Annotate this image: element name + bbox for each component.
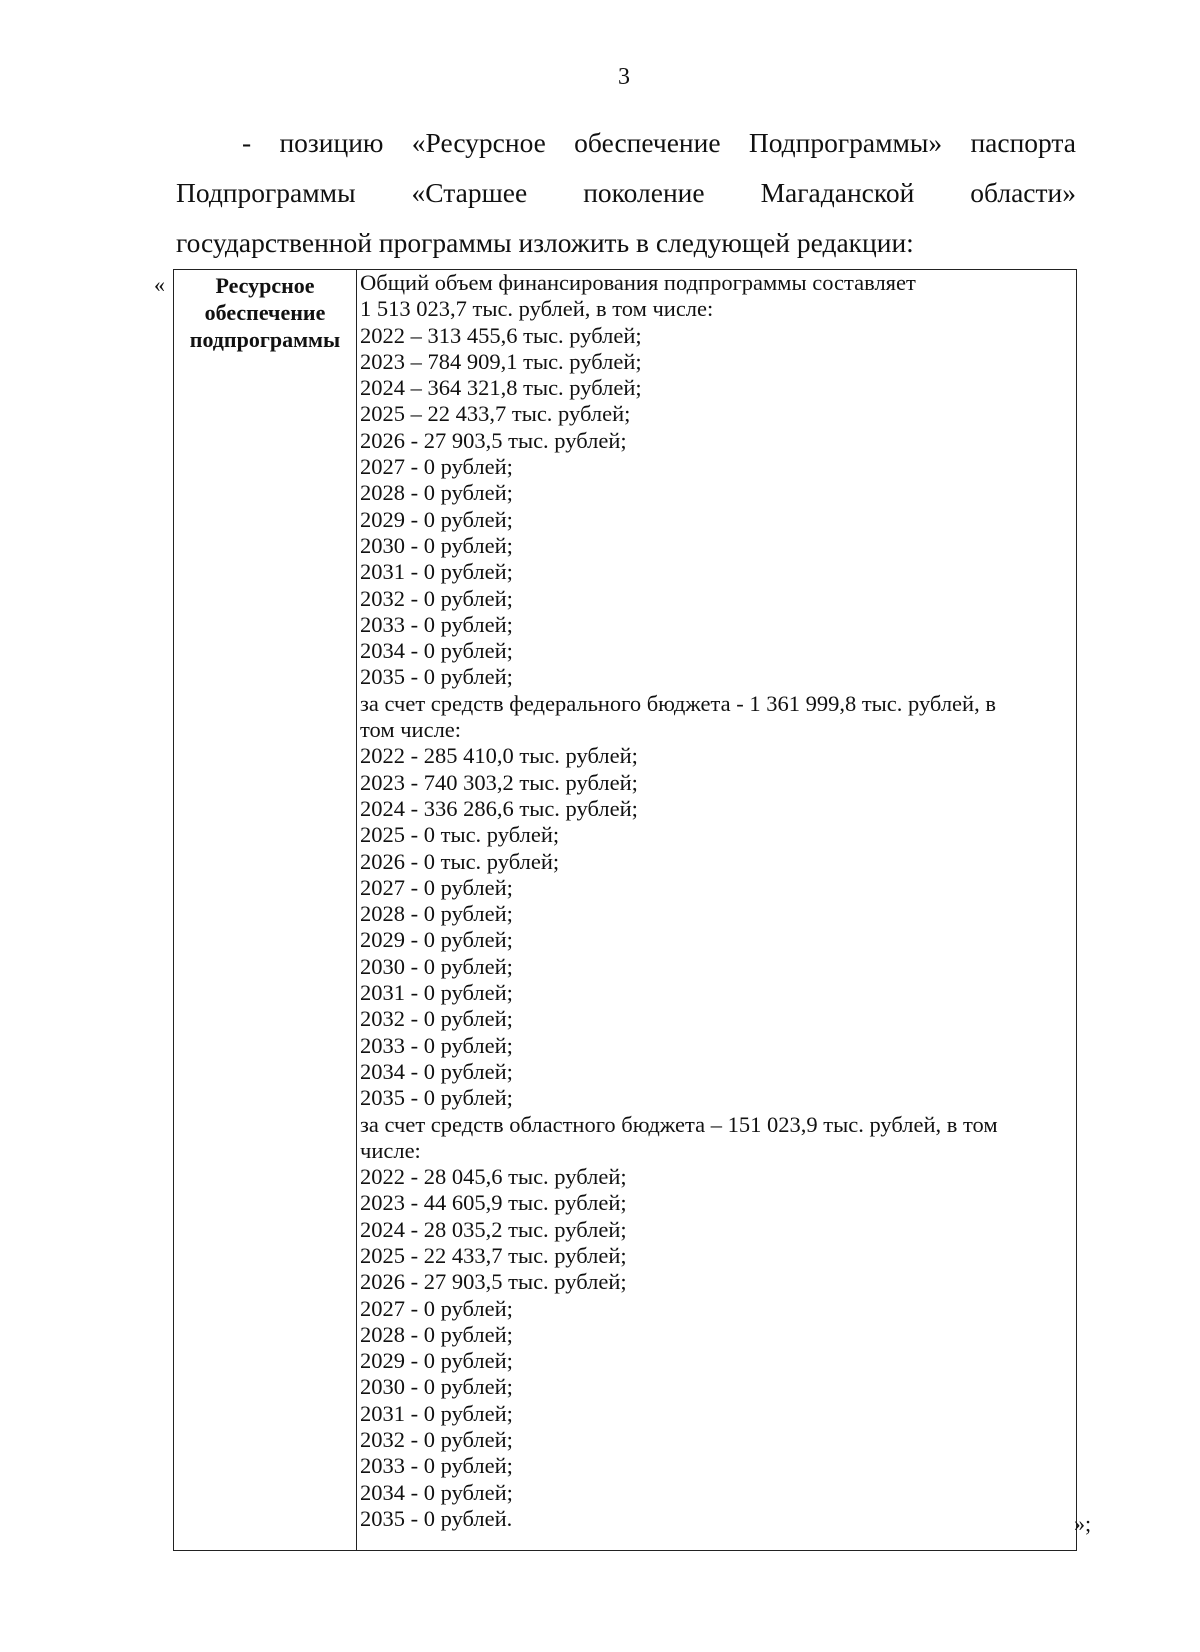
content-line: 2024 - 336 286,6 тыс. рублей; <box>360 795 638 821</box>
content-line: Общий объем финансирования подпрограммы составляет <box>360 270 916 295</box>
table-row <box>174 270 1077 1551</box>
content-line: 2031 - 0 рублей; <box>360 559 513 585</box>
content-line: 2035 - 0 рублей. <box>360 1505 513 1531</box>
content-line: 2029 - 0 рублей; <box>360 927 513 953</box>
content-line: 2029 - 0 рублей; <box>360 506 513 532</box>
intro-paragraph <box>176 118 1076 268</box>
content-line: 2031 - 0 рублей; <box>360 980 513 1006</box>
content-line: 2023 - 740 303,2 тыс. рублей; <box>360 769 638 795</box>
content-line: 2031 - 0 рублей; <box>360 1400 513 1426</box>
content-line: 2022 - 28 045,6 тыс. рублей; <box>360 1164 627 1190</box>
content-line: 2032 - 0 рублей; <box>360 1427 513 1453</box>
intro-line-2: Подпрограммы «Старшее поколение Магаданской области» <box>176 177 1076 208</box>
open-quote: « <box>154 272 165 297</box>
label-line: подпрограммы <box>189 327 341 352</box>
content-line: 2034 - 0 рублей; <box>360 1058 513 1084</box>
intro-line-3: государственной программы изложить в следующей редакции: <box>176 227 914 258</box>
content-line: за счет средств областного бюджета – 151 023,9 тыс. рублей, в том <box>360 1111 998 1137</box>
content-lines <box>360 270 1076 1532</box>
resource-table <box>173 269 1077 1551</box>
content-line: 2028 - 0 рублей; <box>360 901 513 927</box>
content-line: 2028 - 0 рублей; <box>360 1321 513 1347</box>
content-line: 2027 - 0 рублей; <box>360 1295 513 1321</box>
content-line: 2030 - 0 рублей; <box>360 1374 513 1400</box>
content-line: 2024 - 28 035,2 тыс. рублей; <box>360 1216 627 1242</box>
intro-line-1: - позицию «Ресурсное обеспечение Подпрограммы» паспорта <box>242 127 1076 158</box>
content-line: числе: <box>360 1137 421 1163</box>
content-line: 2033 - 0 рублей; <box>360 1453 513 1479</box>
content-line: 2032 - 0 рублей; <box>360 585 513 611</box>
content-line: 2027 - 0 рублей; <box>360 454 513 480</box>
content-line: 2032 - 0 рублей; <box>360 1006 513 1032</box>
content-line: 2034 - 0 рублей; <box>360 1479 513 1505</box>
content-line: 2027 - 0 рублей; <box>360 874 513 900</box>
close-quote: »; <box>1074 1511 1092 1536</box>
content-line: за счет средств федерального бюджета - 1 361 999,8 тыс. рублей, в <box>360 690 996 716</box>
content-line: 2030 - 0 рублей; <box>360 953 513 979</box>
content-cell <box>357 270 1077 1551</box>
content-line: том числе: <box>360 717 462 743</box>
content-line: 2024 – 364 321,8 тыс. рублей; <box>360 375 642 401</box>
content-line: 2023 – 784 909,1 тыс. рублей; <box>360 348 642 374</box>
content-line: 2023 - 44 605,9 тыс. рублей; <box>360 1190 627 1216</box>
page-number: 3 <box>618 64 630 90</box>
content-line: 2026 - 0 тыс. рублей; <box>360 848 560 874</box>
content-line: 2030 - 0 рублей; <box>360 532 513 558</box>
label-line: обеспечение <box>204 300 326 325</box>
content-line: 2022 – 313 455,6 тыс. рублей; <box>360 322 642 348</box>
content-line: 2035 - 0 рублей; <box>360 1085 513 1111</box>
content-line: 2028 - 0 рублей; <box>360 480 513 506</box>
content-line: 2033 - 0 рублей; <box>360 611 513 637</box>
content-line: 2029 - 0 рублей; <box>360 1348 513 1374</box>
label-cell <box>174 270 357 1551</box>
content-line: 2025 - 0 тыс. рублей; <box>360 822 560 848</box>
content-line: 2034 - 0 рублей; <box>360 638 513 664</box>
content-line: 2025 - 22 433,7 тыс. рублей; <box>360 1242 627 1268</box>
content-line: 2035 - 0 рублей; <box>360 664 513 690</box>
content-line: 2022 - 285 410,0 тыс. рублей; <box>360 743 638 769</box>
content-line: 2033 - 0 рублей; <box>360 1032 513 1058</box>
content-line: 2026 - 27 903,5 тыс. рублей; <box>360 427 627 453</box>
content-line: 2026 - 27 903,5 тыс. рублей; <box>360 1269 627 1295</box>
content-line: 1 513 023,7 тыс. рублей, в том числе: <box>360 296 714 322</box>
label-line: Ресурсное <box>215 273 315 298</box>
content-line: 2025 – 22 433,7 тыс. рублей; <box>360 401 631 427</box>
